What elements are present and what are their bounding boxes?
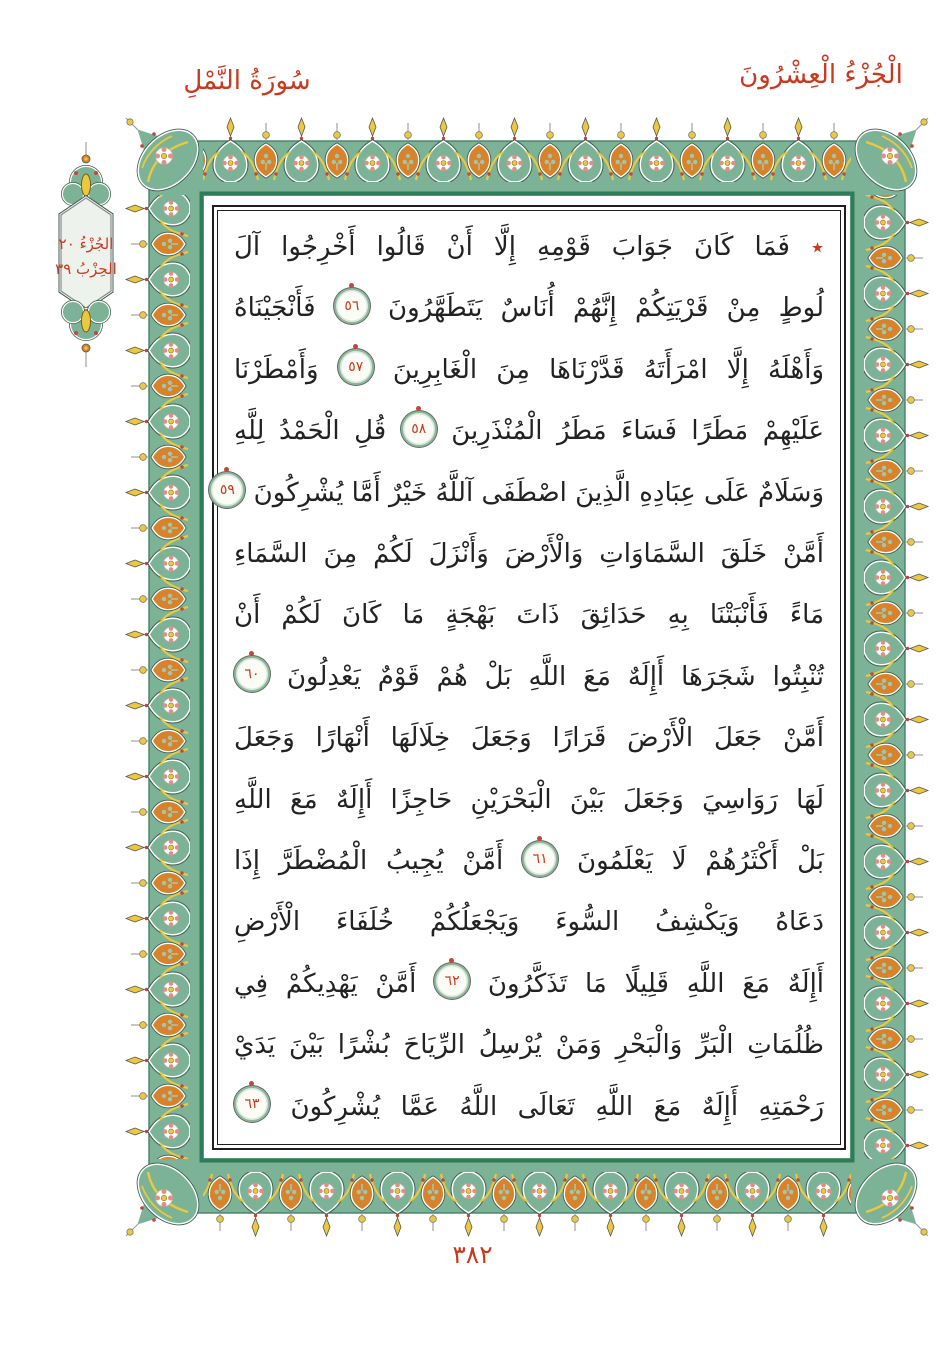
hizb-label: الحِزْبُ ٣٩ xyxy=(55,260,117,278)
quran-line xyxy=(234,278,824,339)
quran-line xyxy=(234,1015,824,1076)
quran-text: قُلِ الْحَمْدُ لِلَّهِ xyxy=(234,416,387,447)
quran-lines xyxy=(219,217,825,1138)
quran-text: لَهَا رَوَاسِيَ وَجَعَلَ بَيْنَ الْبَحْرَيْنِ حَاجِزًا أَإِلَهٌ مَعَ اللَّهِ xyxy=(234,784,824,815)
text-panel-inner-rule xyxy=(217,210,841,1145)
quran-line xyxy=(234,892,824,953)
ayah-number-badge: ٦٣ xyxy=(234,1086,270,1122)
quran-text: فَمَا كَانَ جَوَابَ قَوْمِهِ إِلَّا أَنْ قَالُوا أَخْرِجُوا آلَ xyxy=(234,232,790,262)
ayah-number-badge: ٥٦ xyxy=(334,288,370,324)
quran-text: أَمَّنْ يَهْدِيكُمْ فِي xyxy=(234,968,417,999)
quran-text: تُنْبِتُوا شَجَرَهَا أَإِلَهٌ مَعَ اللَّهِ بَلْ هُمْ قَوْمٌ يَعْدِلُونَ xyxy=(286,661,825,692)
quran-line xyxy=(234,831,824,892)
quran-line xyxy=(219,463,824,524)
quran-text: وَأَمْطَرْنَا xyxy=(234,354,319,385)
quran-text: مَاءً فَأَنْبَتْنَا بِهِ حَدَائِقَ ذَاتَ بَهْجَةٍ مَا كَانَ لَكُمْ أَنْ xyxy=(234,600,824,631)
quran-text: وَأَهْلَهُ إِلَّا امْرَأَتَهُ قَدَّرْنَاهَا مِنَ الْغَابِرِينَ xyxy=(392,354,825,385)
quran-line xyxy=(234,1077,824,1138)
quran-line xyxy=(234,401,824,462)
quran-text: دَعَاهُ وَيَكْشِفُ السُّوءَ وَيَجْعَلُكُمْ خُلَفَاءَ الْأَرْضِ xyxy=(234,907,824,938)
quran-line xyxy=(234,340,824,401)
ayah-number-badge: ٥٧ xyxy=(338,349,374,385)
quran-text: لُوطٍ مِنْ قَرْيَتِكُمْ إِنَّهُمْ أُنَاسٌ يَتَطَهَّرُونَ xyxy=(388,293,825,324)
page-number: ٣٨٢ xyxy=(452,1240,493,1269)
ayah-number-badge: ٦١ xyxy=(522,841,558,877)
quran-text: أَمَّنْ جَعَلَ الْأَرْضَ قَرَارًا وَجَعَلَ خِلَالَهَا أَنْهَارًا وَجَعَلَ xyxy=(234,723,824,754)
quran-line xyxy=(234,954,824,1015)
juz-label: الجُزْءُ ٢٠ xyxy=(58,235,114,253)
ayah-number-badge: ٦٠ xyxy=(234,656,270,692)
quran-line xyxy=(234,708,824,769)
quran-text: فَأَنْجَيْنَاهُ xyxy=(234,293,316,324)
quran-text: أَإِلَهٌ مَعَ اللَّهِ قَلِيلًا مَا تَذَكَّرُونَ xyxy=(487,968,825,999)
quran-text: رَحْمَتِهِ أَإِلَهٌ مَعَ اللَّهِ تَعَالَى اللَّهُ عَمَّا يُشْرِكُونَ xyxy=(290,1091,825,1122)
ayah-number-badge: ٦٢ xyxy=(434,963,470,999)
quran-text: ظُلُمَاتِ الْبَرِّ وَالْبَحْرِ وَمَنْ يُرْسِلُ الرِّيَاحَ بُشْرًا بَيْنَ يَدَيْ xyxy=(234,1030,824,1061)
juz-hizb-label xyxy=(36,232,136,282)
ayah-number-badge: ٥٩ xyxy=(209,472,245,508)
quran-line xyxy=(234,524,824,585)
surah-title: سُورَةُ النَّمْلِ xyxy=(183,66,311,96)
quran-text: وَسَلَامٌ عَلَى عِبَادِهِ الَّذِينَ اصْطَفَى آللَّهُ خَيْرٌ أَمَّا يُشْرِكُونَ xyxy=(253,477,824,508)
quran-text: أَمَّنْ خَلَقَ السَّمَاوَاتِ وَالْأَرْضَ وَأَنْزَلَ لَكُمْ مِنَ السَّمَاءِ xyxy=(234,539,824,570)
quran-text: بَلْ أَكْثَرُهُمْ لَا يَعْلَمُونَ xyxy=(576,846,824,877)
quran-line xyxy=(234,585,824,646)
quran-line xyxy=(234,217,824,278)
rub-el-hizb-icon: ٭ xyxy=(810,233,825,261)
quran-text: أَمَّنْ يُجِيبُ الْمُضْطَرَّ إِذَا xyxy=(234,846,504,877)
quran-line xyxy=(234,770,824,831)
ayah-number-badge: ٥٨ xyxy=(401,411,437,447)
juz-title: الْجُزْءُ الْعِشْرُونَ xyxy=(739,60,903,90)
text-panel xyxy=(212,205,846,1150)
quran-text: عَلَيْهِمْ مَطَرًا فَسَاءَ مَطَرُ الْمُنْذَرِينَ xyxy=(451,416,824,447)
quran-line xyxy=(234,647,824,708)
